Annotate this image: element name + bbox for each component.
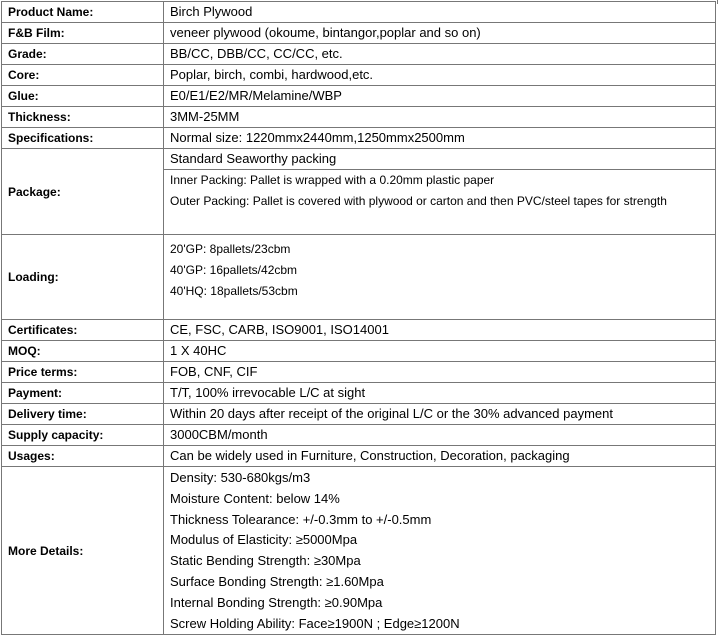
value-delivery-time	[164, 404, 716, 425]
label-certificates: Certificates:	[2, 320, 164, 341]
row-thickness	[2, 107, 716, 128]
label-payment: Payment:	[2, 383, 164, 404]
grade-value: BB/CC, DBB/CC, CC/CC, etc.	[170, 46, 343, 61]
row-payment	[2, 383, 716, 404]
usages-value: Can be widely used in Furniture, Construction, Decoration, packaging	[170, 448, 570, 463]
label-thickness: Thickness:	[2, 107, 164, 128]
loading-40gp: 40'GP: 16pallets/42cbm	[170, 263, 298, 277]
value-supply-capacity	[164, 425, 716, 446]
row-more-details	[2, 467, 716, 635]
detail-thickness-tolerance: Thickness Tolearance: +/-0.3mm to +/-0.5mm	[170, 511, 432, 527]
label-loading: Loading:	[2, 235, 164, 320]
row-moq	[2, 341, 716, 362]
value-moq	[164, 341, 716, 362]
supply-capacity-value: 3000CBM/month	[170, 427, 268, 442]
value-glue	[164, 86, 716, 107]
row-fb-film	[2, 23, 716, 44]
value-fb-film	[164, 23, 716, 44]
label-supply-capacity: Supply capacity:	[2, 425, 164, 446]
value-payment	[164, 383, 716, 404]
product-spec-table	[1, 1, 716, 635]
row-specifications	[2, 128, 716, 149]
value-thickness	[164, 107, 716, 128]
label-core: Core:	[2, 65, 164, 86]
row-product-name	[2, 2, 716, 23]
label-fb-film: F&B Film:	[2, 23, 164, 44]
row-certificates	[2, 320, 716, 341]
value-product-name	[164, 2, 716, 23]
row-delivery-time	[2, 404, 716, 425]
payment-value: T/T, 100% irrevocable L/C at sight	[170, 385, 366, 400]
label-price-terms: Price terms:	[2, 362, 164, 383]
label-delivery-time: Delivery time:	[2, 404, 164, 425]
detail-moisture: Moisture Content: below 14%	[170, 490, 340, 506]
thickness-value: 3MM-25MM	[170, 109, 240, 124]
label-glue: Glue:	[2, 86, 164, 107]
label-usages: Usages:	[2, 446, 164, 467]
product-name-value: Birch Plywood	[170, 4, 253, 19]
label-more-details: More Details:	[2, 467, 164, 635]
row-usages	[2, 446, 716, 467]
detail-modulus: Modulus of Elasticity: ≥5000Mpa	[170, 532, 358, 548]
core-value: Poplar, birch, combi, hardwood,etc.	[170, 67, 374, 82]
label-grade: Grade:	[2, 44, 164, 65]
package-inner: Inner Packing: Pallet is wrapped with a 0.20mm plastic paper	[170, 173, 495, 187]
row-supply-capacity	[2, 425, 716, 446]
detail-density: Density: 530-680kgs/m3	[170, 470, 311, 485]
detail-surface-bonding: Surface Bonding Strength: ≥1.60Mpa	[170, 573, 384, 589]
value-certificates	[164, 320, 716, 341]
specifications-value: Normal size: 1220mmx2440mm,1250mmx2500mm	[170, 130, 465, 145]
glue-value: E0/E1/E2/MR/Melamine/WBP	[170, 88, 342, 103]
value-price-terms	[164, 362, 716, 383]
value-loading	[164, 235, 716, 320]
label-product-name: Product Name:	[2, 2, 164, 23]
row-core	[2, 65, 716, 86]
value-grade	[164, 44, 716, 65]
moq-value: 1 X 40HC	[170, 343, 227, 358]
row-package	[2, 149, 716, 235]
certificates-value: CE, FSC, CARB, ISO9001, ISO14001	[170, 322, 389, 337]
value-package	[164, 149, 716, 235]
package-standard: Standard Seaworthy packing	[164, 149, 715, 170]
detail-internal-bonding: Internal Bonding Strength: ≥0.90Mpa	[170, 594, 383, 610]
row-loading	[2, 235, 716, 320]
row-price-terms	[2, 362, 716, 383]
value-core	[164, 65, 716, 86]
row-grade	[2, 44, 716, 65]
loading-20gp: 20'GP: 8pallets/23cbm	[170, 242, 291, 256]
label-specifications: Specifications:	[2, 128, 164, 149]
detail-static-bending: Static Bending Strength: ≥30Mpa	[170, 553, 361, 569]
label-package: Package:	[2, 149, 164, 235]
value-usages	[164, 446, 716, 467]
delivery-time-value: Within 20 days after receipt of the original L/C or the 30% advanced payment	[170, 406, 613, 421]
fb-film-value: veneer plywood (okoume, bintangor,poplar and so on)	[170, 25, 481, 40]
value-more-details	[164, 467, 716, 635]
loading-40hq: 40'HQ: 18pallets/53cbm	[170, 284, 298, 298]
value-specifications	[164, 128, 716, 149]
row-glue	[2, 86, 716, 107]
detail-screw-holding: Screw Holding Ability: Face≥1900N ; Edge≥1200N	[170, 615, 460, 631]
label-moq: MOQ:	[2, 341, 164, 362]
package-outer: Outer Packing: Pallet is covered with plywood or carton and then PVC/steel tapes for strength	[170, 194, 667, 208]
price-terms-value: FOB, CNF, CIF	[170, 364, 258, 379]
